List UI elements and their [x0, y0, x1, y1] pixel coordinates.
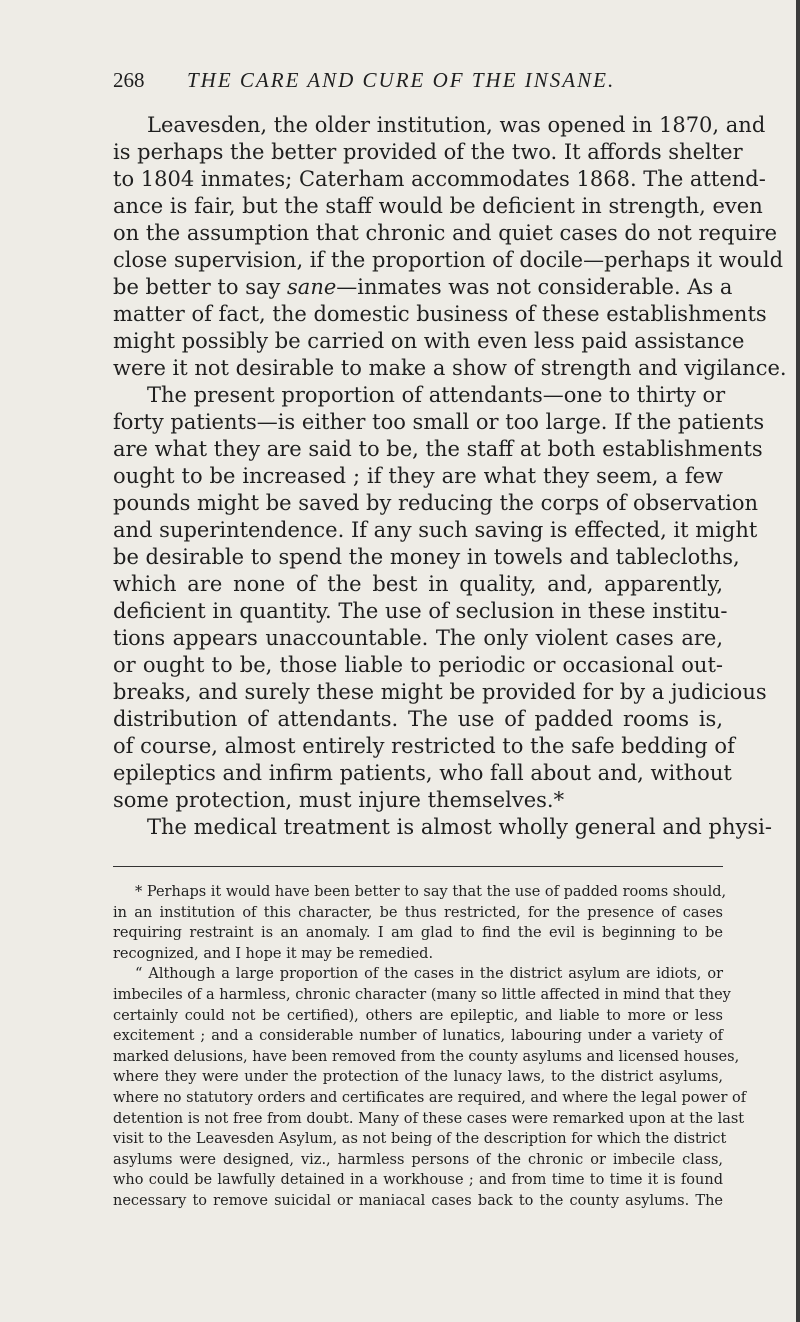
text-line: might possibly be carried on with even less paid assistance: [113, 329, 745, 353]
footnote-line: marked delusions, have been removed from the county asylums and licensed houses,: [113, 1048, 740, 1065]
footnote-line: “ Although a large proportion of the cases in the district asylum are idiots, or: [135, 966, 723, 983]
running-title: THE CARE AND CURE OF THE INSANE.: [187, 68, 616, 92]
text-line: deficient in quantity. The use of seclusion in these institu-: [113, 599, 728, 623]
footnote-line: certainly could not be certified), others are epileptic, and liable to more or less: [113, 1007, 723, 1024]
footnote-line: in an institution of this character, be thus restricted, for the presence of cases: [113, 904, 723, 921]
footnote-line: imbeciles of a harmless, chronic character (many so little affected in mind that they: [113, 986, 731, 1003]
text-line: ought to be increased ; if they are what they seem, a few: [113, 464, 723, 488]
footnote-line: excitement ; and a considerable number of lunatics, labouring under a variety of: [113, 1028, 723, 1045]
footnote-line: where no statutory orders and certificates are required, and where the legal power of: [113, 1089, 747, 1106]
footnote-line: asylums were designed, viz., harmless persons of the chronic or imbecile class,: [113, 1151, 723, 1168]
text-line: and superintendence. If any such saving is effected, it might: [113, 518, 758, 542]
text-line: ance is fair, but the staff would be deficient in strength, even: [113, 194, 763, 218]
text-segment: be better to say: [113, 275, 288, 299]
footnote-line: requiring restraint is an anomaly. I am glad to find the evil is beginning to be: [113, 925, 723, 942]
page-number: 268: [113, 68, 145, 92]
footnote-divider: [113, 866, 723, 867]
text-line: were it not desirable to make a show of strength and vigilance.: [113, 356, 787, 380]
running-header: [113, 68, 723, 96]
text-line: forty patients—is either too small or too large. If the patients: [113, 410, 765, 434]
footnote-line: * Perhaps it would have been better to say that the use of padded rooms should,: [135, 884, 727, 900]
text-line: The medical treatment is almost wholly general and physi-: [147, 815, 772, 839]
italic-word: sane: [287, 275, 337, 299]
main-text: [113, 112, 787, 841]
text-line: tions appears unaccountable. The only violent cases are,: [113, 626, 723, 650]
text-line: The present proportion of attendants—one to thirty or: [147, 383, 726, 407]
footnote-1: [113, 882, 727, 964]
footnote-2: [113, 964, 747, 1211]
text-line: epileptics and infirm patients, who fall about and, without: [113, 761, 732, 785]
text-line: some protection, must injure themselves.*: [113, 788, 565, 812]
text-line: matter of fact, the domestic business of these establishments: [113, 302, 767, 326]
text-line: to 1804 inmates; Caterham accommodates 1868. The attend-: [113, 167, 766, 191]
text-line: distribution of attendants. The use of padded rooms is,: [113, 707, 723, 731]
footnote-line: visit to the Leavesden Asylum, as not being of the description for which the district: [113, 1131, 727, 1148]
text-segment: —inmates was not considerable. As a: [336, 275, 733, 299]
footnote-line: recognized, and I hope it may be remedied.: [113, 945, 434, 962]
footnotes: [113, 882, 747, 1212]
text-line: are what they are said to be, the staff at both establishments: [113, 437, 763, 461]
footnote-line: where they were under the protection of the lunacy laws, to the district asylums,: [113, 1069, 723, 1086]
text-line: of course, almost entirely restricted to the safe bedding of: [113, 734, 735, 758]
text-line: or ought to be, those liable to periodic or occasional out-: [113, 653, 723, 677]
footnote-line: who could be lawfully detained in a workhouse ; and from time to time it is found: [113, 1172, 723, 1189]
text-line: Leavesden, the older institution, was opened in 1870, and: [147, 113, 766, 137]
footnote-line: detention is not free from doubt. Many of these cases were remarked upon at the last: [113, 1110, 745, 1127]
footnote-line: necessary to remove suicidal or maniacal cases back to the county asylums. The: [113, 1192, 723, 1209]
paragraph-1: [113, 112, 787, 382]
paragraph-2: [113, 382, 767, 814]
text-line: close supervision, if the proportion of docile—perhaps it would: [113, 248, 784, 272]
text-line: pounds might be saved by reducing the corps of observation: [113, 491, 759, 515]
text-line: on the assumption that chronic and quiet cases do not require: [113, 221, 778, 245]
text-line: be desirable to spend the money in towels and tablecloths,: [113, 545, 740, 569]
text-line: which are none of the best in quality, and, apparently,: [113, 572, 723, 596]
text-line: breaks, and surely these might be provided for by a judicious: [113, 680, 767, 704]
paragraph-3: [113, 814, 772, 841]
text-line: is perhaps the better provided of the two. It affords shelter: [113, 140, 743, 164]
page-edge-shadow: [796, 0, 800, 1322]
text-line: [113, 274, 733, 301]
